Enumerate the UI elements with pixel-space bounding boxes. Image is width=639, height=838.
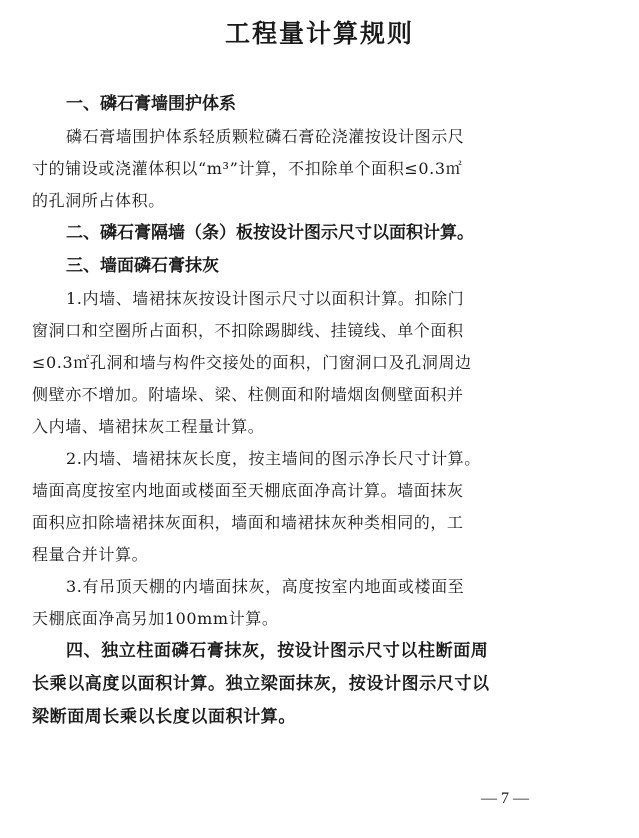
section4-paragraph: [32, 635, 604, 734]
item1-line: ≤0.3㎡孔洞和墙与构件交接处的面积，门窗洞口及孔洞周边: [32, 353, 472, 372]
section1-line: 寸的铺设或浇灌体积以“m³”计算，不扣除单个面积≤0.3㎡: [32, 159, 463, 178]
item1-line: 1.内墙、墙裙抹灰按设计图示尺寸以面积计算。扣除门: [66, 289, 465, 308]
item3-line: 天棚底面净高另加100mm计算。: [32, 609, 279, 628]
page-number: — 7 —: [481, 790, 529, 807]
section3-heading: 三、墙面磷石膏抹灰: [66, 256, 219, 276]
section1-paragraph: [32, 121, 604, 217]
item1-line: 窗洞口和空圈所占面积，不扣除踢脚线、挂镜线、单个面积: [32, 321, 464, 340]
item3-line: 3.有吊顶天棚的内墙面抹灰，高度按室内地面或楼面至: [66, 577, 465, 596]
page-title: 工程量计算规则: [224, 19, 414, 48]
item1-line: 侧壁亦不增加。附墙垛、梁、柱侧面和附墙烟囱侧壁面积并: [32, 385, 464, 404]
item1-line: 入内墙、墙裙抹灰工程量计算。: [32, 417, 265, 436]
item2-line: 面积应扣除墙裙抹灰面积，墙面和墙裙抹灰种类相同的，工: [32, 513, 464, 532]
section1-line: 磷石膏墙围护体系轻质颗粒磷石膏砼浇灌按设计图示尺: [66, 127, 465, 146]
section4-line: 长乘以高度以面积计算。独立梁面抹灰，按设计图示尺寸以: [32, 674, 490, 694]
item2-line: 2.内墙、墙裙抹灰长度，按主墙间的图示净长尺寸计算。: [66, 449, 481, 468]
section1-heading: 一、磷石膏墙围护体系: [66, 94, 236, 114]
document-body: [32, 88, 604, 734]
item2-line: 程量合并计算。: [32, 545, 149, 564]
section1-line: 的孔洞所占体积。: [32, 191, 165, 210]
section3-item2: [32, 443, 604, 571]
section3-item1: [32, 283, 604, 443]
section2-heading: 二、磷石膏隔墙（条）板按设计图示尺寸以面积计算。: [66, 223, 474, 243]
item2-line: 墙面高度按室内地面或楼面至天棚底面净高计算。墙面抹灰: [32, 481, 464, 500]
section3-item3: [32, 571, 604, 635]
section4-line: 梁断面周长乘以长度以面积计算。: [32, 707, 296, 727]
section4-line: 四、独立柱面磷石膏抹灰，按设计图示尺寸以柱断面周: [66, 641, 489, 661]
